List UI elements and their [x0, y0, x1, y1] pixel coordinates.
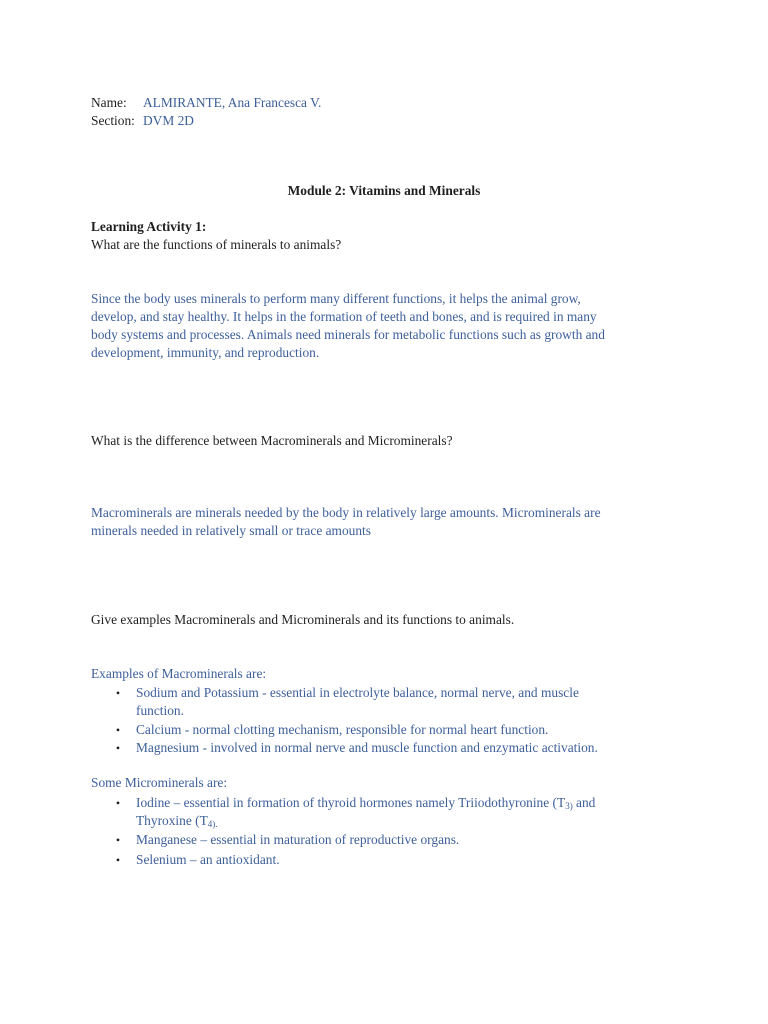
iodine-text-end: and: [572, 795, 596, 810]
activity-title: Learning Activity 1:: [91, 219, 207, 234]
name-value: ALMIRANTE, Ana Francesca V.: [143, 95, 322, 110]
macro-item: Calcium - normal clotting mechanism, responsible for normal heart function.: [136, 722, 549, 737]
answer-1-line: develop, and stay healthy. It helps in the formation of teeth and bones, and is required in many: [91, 309, 597, 324]
micro-item: Manganese – essential in maturation of reproductive organs.: [136, 832, 460, 847]
name-row: [91, 94, 321, 112]
micro-item: Selenium – an antioxidant.: [136, 852, 280, 867]
bullet-icon: •: [115, 741, 121, 755]
section-value: DVM 2D: [143, 113, 194, 128]
thyroxine-text: Thyroxine (T: [136, 813, 208, 828]
t4-subscript: 4).: [207, 819, 218, 829]
section-label: Section:: [91, 113, 135, 128]
section-row: [91, 112, 194, 130]
bullet-icon: •: [115, 853, 121, 867]
macro-item-cont: function.: [136, 703, 184, 718]
bullet-icon: •: [115, 686, 121, 700]
iodine-text: Iodine – essential in formation of thyroid hormones namely Triiodothyronine (T: [136, 795, 566, 810]
question-3: Give examples Macrominerals and Microminerals and its functions to animals.: [91, 612, 515, 627]
macro-item: Magnesium - involved in normal nerve and muscle function and enzymatic activation.: [136, 740, 598, 755]
bullet-icon: •: [115, 796, 121, 810]
question-1: What are the functions of minerals to animals?: [91, 237, 342, 252]
bullet-icon: •: [115, 833, 121, 847]
micro-item-iodine-cont: [136, 812, 218, 833]
module-title: Module 2: Vitamins and Minerals: [287, 183, 481, 198]
t3-subscript: 3): [565, 801, 573, 811]
question-2: What is the difference between Macrominerals and Microminerals?: [91, 433, 453, 448]
macro-item: Sodium and Potassium - essential in electrolyte balance, normal nerve, and muscle: [136, 685, 579, 700]
bullet-icon: •: [115, 723, 121, 737]
answer-1-line: development, immunity, and reproduction.: [91, 345, 320, 360]
answer-2-line: minerals needed in relatively small or trace amounts: [91, 523, 371, 538]
macro-heading: Examples of Macrominerals are:: [91, 666, 267, 681]
answer-2-line: Macrominerals are minerals needed by the body in relatively large amounts. Microminerals are: [91, 505, 601, 520]
micro-heading: Some Microminerals are:: [91, 775, 228, 790]
answer-1-line: Since the body uses minerals to perform many different functions, it helps the animal grow,: [91, 291, 581, 306]
answer-1-line: body systems and processes. Animals need minerals for metabolic functions such as growth and: [91, 327, 605, 342]
name-label: Name:: [91, 95, 127, 110]
